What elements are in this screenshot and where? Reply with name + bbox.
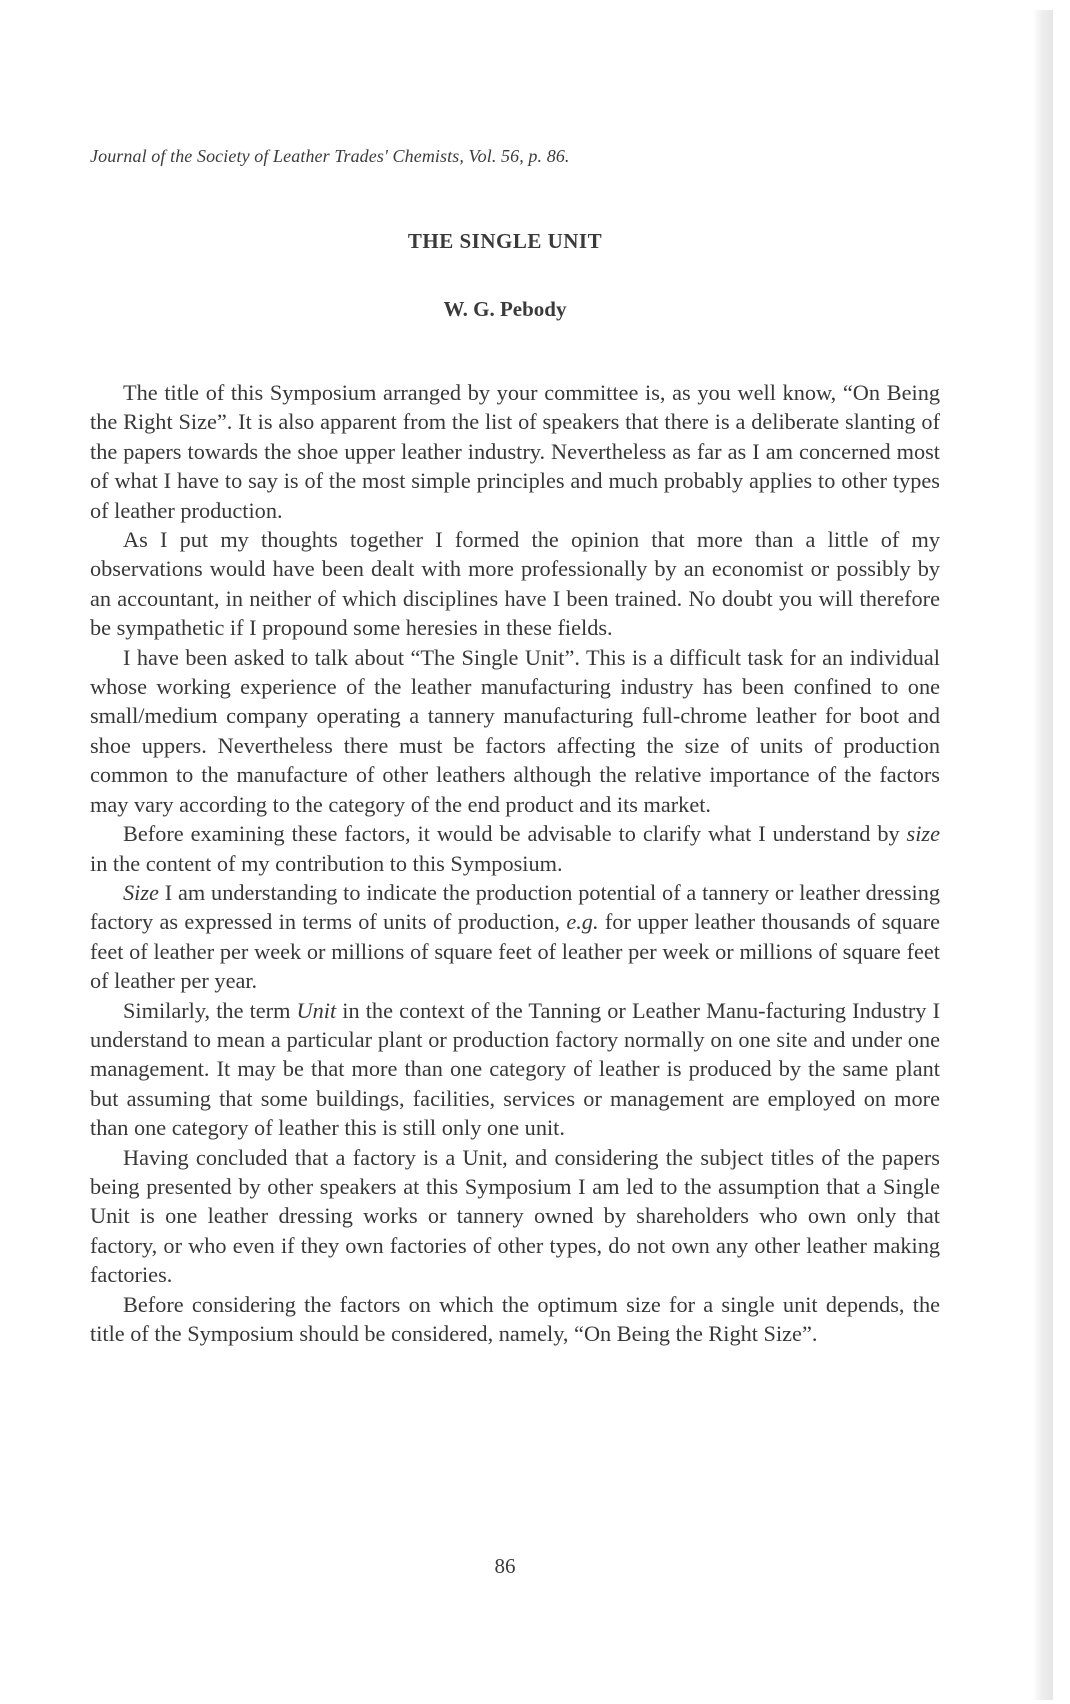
paragraph-text: As I put my thoughts together I formed the opinion that more than a little of my observations would have been dealt with more professionally by an economist or possibly by an accountant, in neither of which disciplines have I been trained. No doubt you will therefore be sympathetic if I propound some heresies in these fields. <box>90 527 940 641</box>
body-paragraph <box>90 378 940 525</box>
article-author: W. G. Pebody <box>443 297 567 321</box>
italic-term: e.g. <box>566 909 599 935</box>
body-paragraph <box>90 525 940 643</box>
body-paragraph <box>90 878 940 996</box>
paragraph-text: Before examining these factors, it would be advisable to clarify what I understand by <box>123 821 907 847</box>
italic-term: size <box>906 821 940 847</box>
journal-citation-header: Journal of the Society of Leather Trades' Chemists, Vol. 56, p. 86. <box>90 146 570 166</box>
paragraph-text: Having concluded that a factory is a Unit, and considering the subject titles of the papers being presented by other speakers at this Symposium I am led to the assumption that a Single Unit is one leather dressing works or tannery owned by shareholders who own only that factory, or who even if they own factories of other types, do not own any other leather making factories. <box>90 1144 940 1288</box>
paragraph-text: in the context of the Tanning or Leather Manu-facturing Industry I understand to mean a particular plant or production factory normally on one site and under one management. It may be that more than one category of leather is produced by the same plant but assuming that some buildings, facilities, services or management are employed on more than one category of leather this is still only one unit. <box>90 997 940 1141</box>
article-body <box>90 378 940 1348</box>
body-paragraph <box>90 996 940 1143</box>
paragraph-text: in the content of my contribution to this Symposium. <box>90 850 563 876</box>
body-paragraph <box>90 1290 940 1349</box>
paragraph-text: I have been asked to talk about “The Single Unit”. This is a difficult task for an individual whose working experience of the leather manufacturing industry has been confined to one small/medium company operating a tannery manufacturing full-chrome leather for boot and shoe uppers. Nevertheless there must be factors affecting the size of units of production common to the manufacture of other leathers although the relative importance of the factors may vary according to the category of the end product and its market. <box>90 644 940 817</box>
paragraph-text: Similarly, the term <box>123 997 297 1023</box>
paragraph-text: Before considering the factors on which the optimum size for a single unit depends, the title of the Symposium should be considered, namely, “On Being the Right Size”. <box>90 1291 940 1346</box>
paragraph-text: for upper leather thousands of square feet of leather per week or millions of square feet of leather per week or millions of square feet of leather per year. <box>90 909 940 994</box>
article-title: THE SINGLE UNIT <box>407 229 603 253</box>
italic-term: Unit <box>296 997 337 1023</box>
body-paragraph <box>90 643 940 819</box>
body-paragraph <box>90 1143 940 1290</box>
italic-term: Size <box>123 879 159 905</box>
paragraph-text: I am understanding to indicate the production potential of a tannery or leather dressing factory as expressed in terms of units of production, <box>90 879 940 935</box>
scanned-page-edge-shadow <box>1033 10 1053 1700</box>
paragraph-text: The title of this Symposium arranged by your committee is, as you well know, “On Being the Right Size”. It is also apparent from the list of speakers that there is a deliberate slanting of the papers towards the shoe upper leather industry. Nevertheless as far as I am concerned most of what I have to say is of the most simple principles and much probably applies to other types of leather production. <box>90 380 940 523</box>
body-paragraph <box>90 819 940 878</box>
page-number: 86 <box>494 1554 516 1578</box>
